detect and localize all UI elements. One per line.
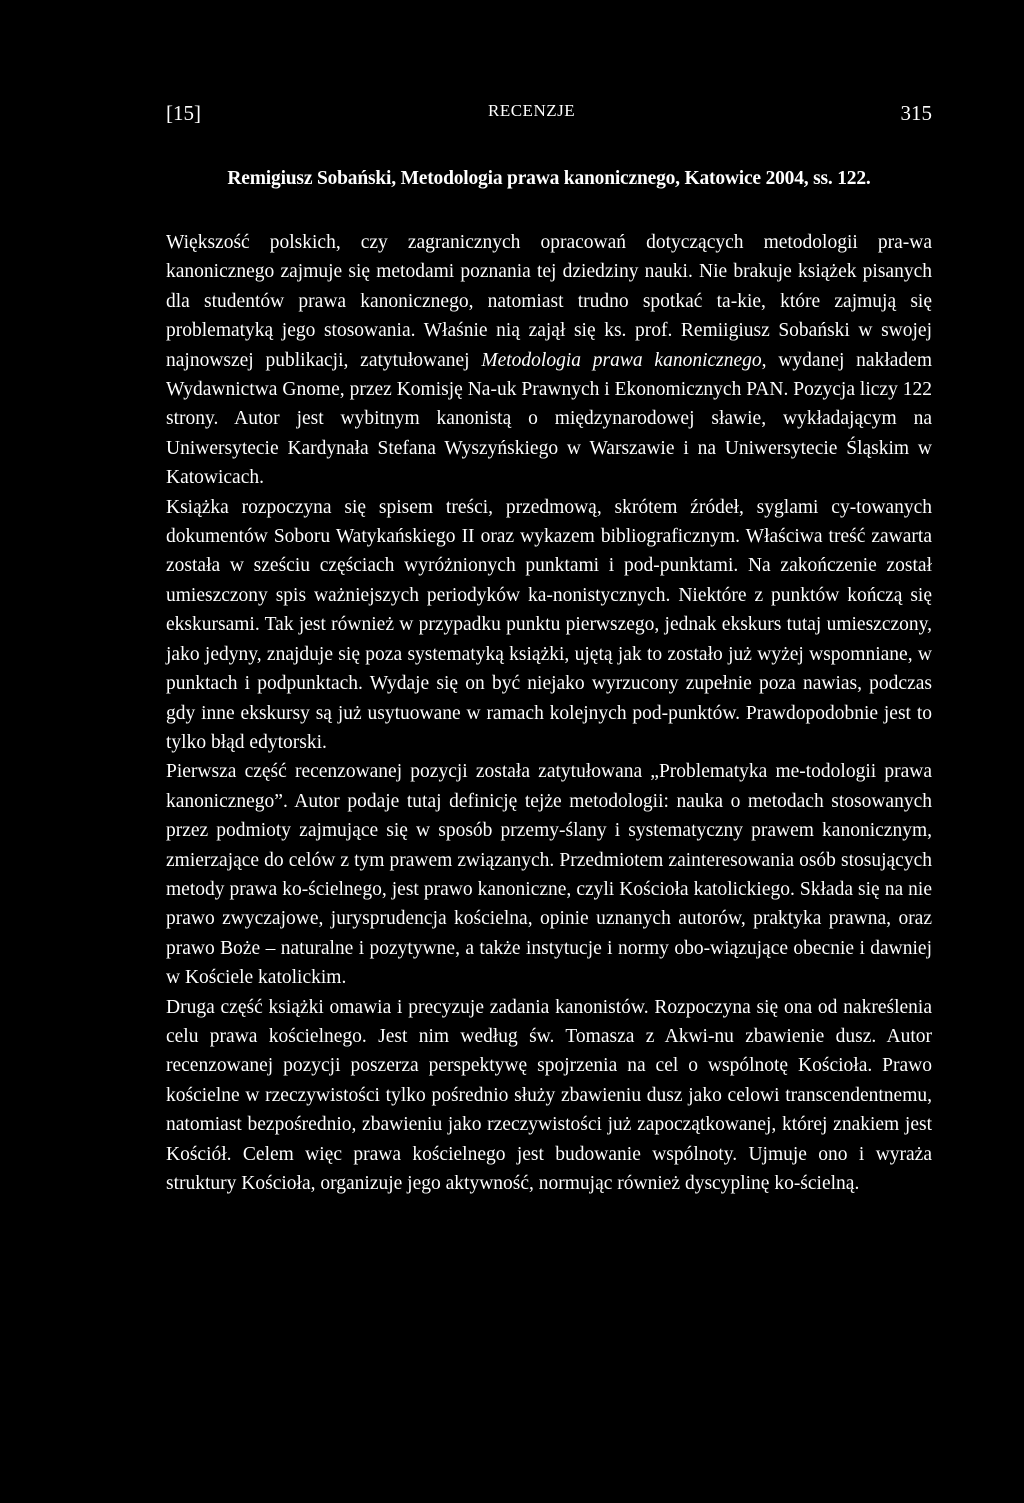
paragraph: Pierwsza część recenzowanej pozycji została zatytułowana „Problematyka me-todologii prawa kanonicznego”. Autor podaje tutaj definicję tejże metodologii: nauka o metodach stosowanych przez podmioty zajmujące się w sposób przemy-ślany i systematyczny prawem kanonicznym, zmierzające do celów z tym prawem związanych. Przedmiotem zainteresowania osób stosujących metody prawa ko-ścielnego, jest prawo kanoniczne, czyli Kościoła katolickiego. Składa się na nie prawo zwyczajowe, jurysprudencja kościelna, opinie uznanych autorów, praktyka prawna, oraz prawo Boże – naturalne i pozytywne, a także instytucje i normy obo-wiązujące obecnie i dawniej w Kościele katolickim. <box>166 761 932 989</box>
page-number: 315 <box>900 101 932 125</box>
review-body <box>166 228 932 1198</box>
paragraph: Druga część książki omawia i precyzuje zadania kanonistów. Rozpoczyna się ona od nakreślenia celu prawa kościelnego. Jest nim według św. Tomasza z Akwi-nu zbawienie dusz. Autor recenzowanej pozycji poszerza perspektywę spojrzenia na cel o wspólnotę Kościoła. Prawo kościelne w rzeczywistości tylko pośrednio służy zbawieniu dusz jako celowi transcendentnemu, natomiast bezpośrednio, zbawieniu jako rzeczywistości już zapoczątkowanej, której znakiem jest Kościół. Celem więc prawa kościelnego jest budowanie wspólnoty. Ujmuje ono i wyraża struktury Kościoła, organizuje jego aktywność, normując również dyscyplinę ko-ścielną. <box>166 996 932 1194</box>
paragraph <box>166 228 932 493</box>
section-title: RECENZJE <box>488 101 576 120</box>
review-heading: Remigiusz Sobański, Metodologia prawa kanonicznego, Katowice 2004, ss. 122. <box>227 168 871 189</box>
page-marker: [15] <box>166 101 201 125</box>
paragraph-text: Większość polskich, czy zagranicznych opracowań dotyczących metodologii pra-wa kanonicznego zajmuje się metodami poznania tej dziedziny nauki. Nie brakuje książek pisanych dla studentów prawa kanonicznego, natomiast trudno spotkać ta-kie, które zajmują się problematyką jego stosowania. Właśnie nią zajął się ks. prof. Remiigiusz Sobański w swojej najnowszej publikacji, zatytułowanej <box>166 232 932 371</box>
book-title: Metodologia prawa kanonicznego <box>481 349 762 371</box>
paragraph-text: , wydanej nakładem Wydawnictwa Gnome, przez Komisję Na-uk Prawnych i Ekonomicznych PAN. Pozycja liczy 122 strony. Autor jest wybitnym kanonistą o międzynarodowej sławie, wykładającym na Uniwersytecie Kardynała Stefana Wyszyńskiego w Warszawie i na Uniwersytecie Śląskim w Katowicach. <box>166 349 932 489</box>
running-header <box>166 101 932 131</box>
paragraph: Książka rozpoczyna się spisem treści, przedmową, skrótem źródeł, syglami cy-towanych dokumentów Soboru Watykańskiego II oraz wykazem bibliograficznym. Właściwa treść zawarta została w sześciu częściach wyróżnionych punktami i pod-punktami. Na zakończenie został umieszczony spis ważniejszych periodyków ka-nonistycznych. Niektóre z punktów kończą się ekskursami. Tak jest również w przypadku punktu pierwszego, jednak ekskurs tutaj umieszczony, jako jedyny, znajduje się poza systematyką książki, ujętą jak to zostało już wyżej wspomniane, w punktach i podpunktach. Wydaje się on być niejako wyrzucony zupełnie poza nawias, podczas gdy inne ekskursy są już usytuowane w ramach kolejnych pod-punktów. Prawdopodobnie jest to tylko błąd edytorski. <box>166 496 932 753</box>
